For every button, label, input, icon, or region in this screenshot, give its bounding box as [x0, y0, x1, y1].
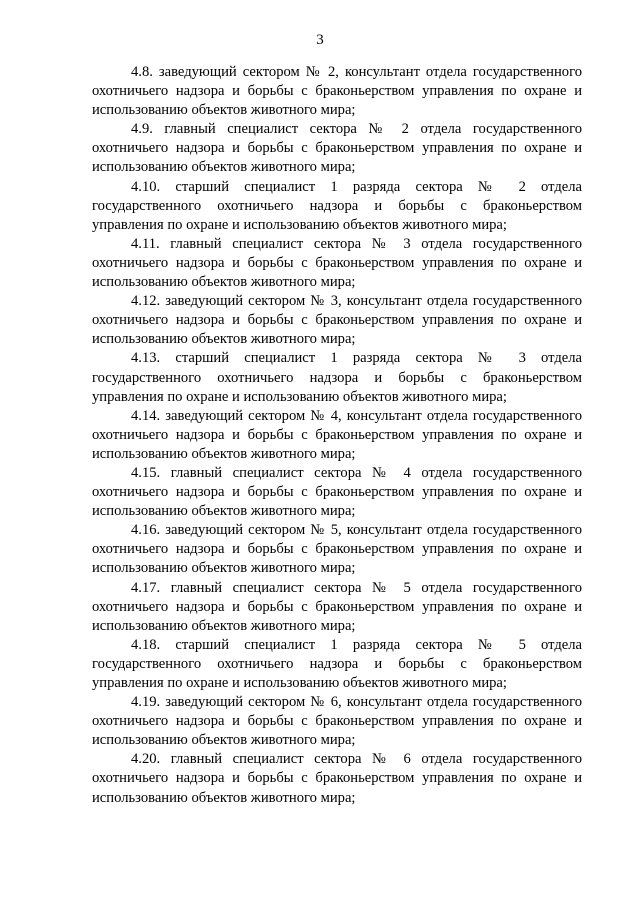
list-item-4-10: 4.10. старший специалист 1 разряда сектора № 2 отдела государственного охотничьего надзора и борьбы с браконьерством управления по охране и использованию объектов животного мира; — [92, 178, 582, 233]
list-item-4-8: 4.8. заведующий сектором № 2, консультант отдела государственного охотничьего надзора и борьбы с браконьерством управления по охране и использованию объектов животного мира; — [92, 64, 582, 119]
list-item-4-19: 4.19. заведующий сектором № 6, консультант отдела государственного охотничьего надзора и борьбы с браконьерством управления по охране и использованию объектов животного мира; — [92, 694, 582, 749]
list-item-4-13: 4.13. старший специалист 1 разряда сектора № 3 отдела государственного охотничьего надзора и борьбы с браконьерством управления по охране и использованию объектов животного мира; — [92, 350, 582, 405]
list-item-4-12: 4.12. заведующий сектором № 3, консультант отдела государственного охотничьего надзора и борьбы с браконьерством управления по охране и использованию объектов животного мира; — [92, 293, 582, 348]
list-item-4-20: 4.20. главный специалист сектора № 6 отдела государственного охотничьего надзора и борьбы с браконьерством управления по охране и использованию объектов животного мира; — [92, 751, 582, 806]
list-item-4-18: 4.18. старший специалист 1 разряда сектора № 5 отдела государственного охотничьего надзора и борьбы с браконьерством управления по охране и использованию объектов животного мира; — [92, 636, 582, 691]
list-item-4-15: 4.15. главный специалист сектора № 4 отдела государственного охотничьего надзора и борьбы с браконьерством управления по охране и использованию объектов животного мира; — [92, 464, 582, 520]
document-body — [92, 63, 582, 808]
list-item-4-9: 4.9. главный специалист сектора № 2 отдела государственного охотничьего надзора и борьбы с браконьерством управления по охране и использованию объектов животного мира; — [92, 121, 582, 176]
page-number: 3 — [316, 32, 324, 48]
list-item-4-11: 4.11. главный специалист сектора № 3 отдела государственного охотничьего надзора и борьбы с браконьерством управления по охране и использованию объектов животного мира; — [92, 235, 582, 291]
list-item-4-14: 4.14. заведующий сектором № 4, консультант отдела государственного охотничьего надзора и борьбы с браконьерством управления по охране и использованию объектов животного мира; — [92, 407, 582, 462]
list-item-4-16: 4.16. заведующий сектором № 5, консультант отдела государственного охотничьего надзора и борьбы с браконьерством управления по охране и использованию объектов животного мира; — [92, 522, 582, 577]
list-item-4-17: 4.17. главный специалист сектора № 5 отдела государственного охотничьего надзора и борьбы с браконьерством управления по охране и использованию объектов животного мира; — [92, 579, 582, 634]
